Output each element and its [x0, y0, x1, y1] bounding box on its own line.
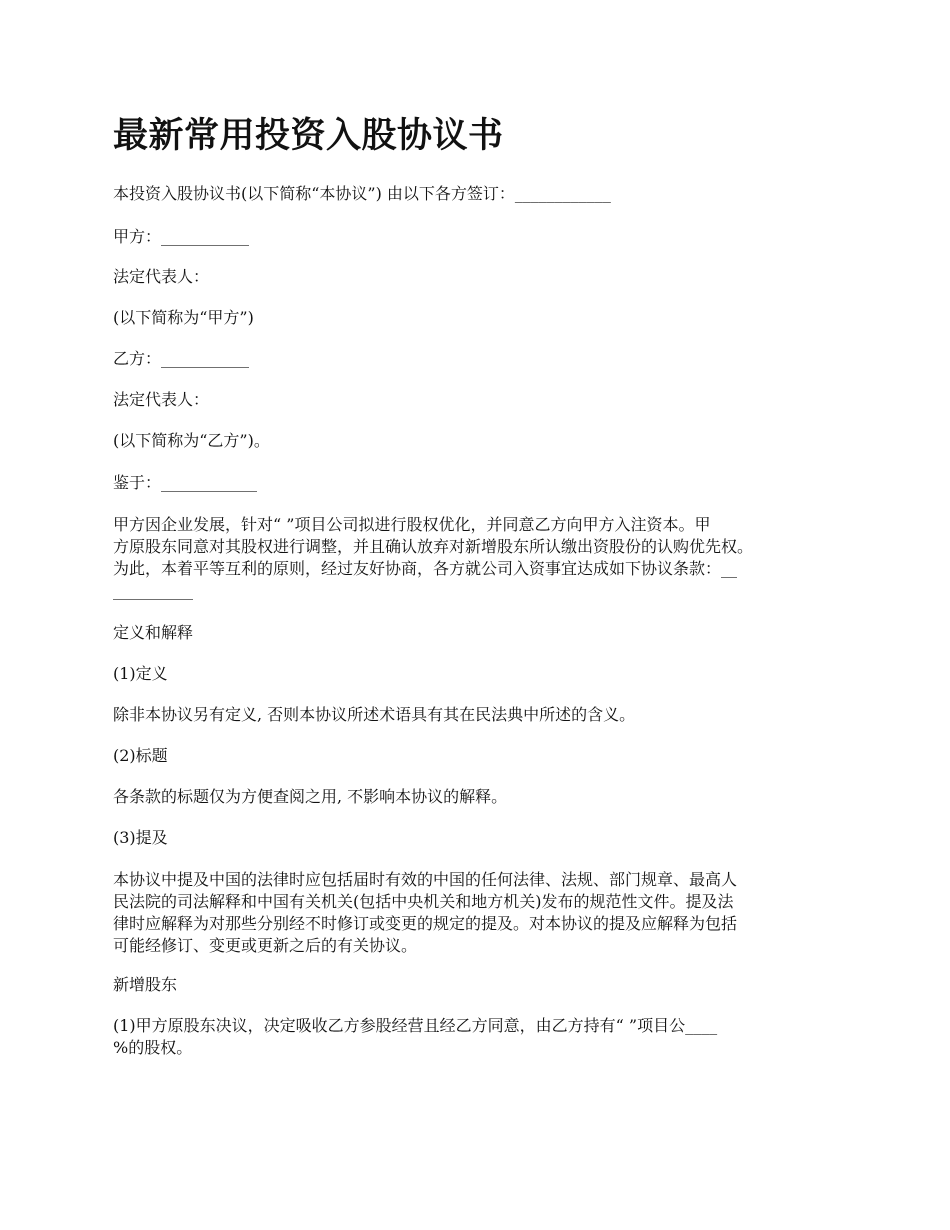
references-line: 可能经修订、变更或更新之后的有关协议。	[113, 936, 418, 955]
section-heading-new-shareholder: 新增股东	[113, 975, 178, 994]
background-line: 为此，本着平等互利的原则，经过友好协商，各方就公司入资事宜达成如下协议条款：__	[113, 559, 738, 578]
intro-paragraph: 本投资入股协议书(以下简称“本协议”) 由以下各方签订：____________	[113, 184, 611, 203]
party-b-alias: (以下简称为“乙方”)。	[113, 431, 270, 450]
references-paragraph	[113, 869, 843, 957]
background-line: 方原股东同意对其股权进行调整，并且确认放弃对新增股东所认缴出资股份的认购优先权。	[113, 537, 754, 556]
whereas-line: 鉴于：____________	[113, 473, 258, 492]
titles-text: 各条款的标题仅为方便查阅之用, 不影响本协议的解释。	[113, 787, 508, 806]
party-b-line: 乙方：___________	[113, 349, 250, 368]
document-title: 最新常用投资入股协议书	[113, 115, 504, 156]
clause-1-paragraph	[113, 1015, 843, 1059]
background-paragraph	[113, 514, 843, 602]
definition-text: 除非本协议另有定义, 否则本协议所述术语具有其在民法典中所述的含义。	[113, 705, 636, 724]
subheading-titles: (2)标题	[113, 746, 168, 765]
references-line: 民法院的司法解释和中国有关机关(包括中央机关和地方机关)发布的规范性文件。提及法	[113, 892, 734, 911]
party-b-representative: 法定代表人：	[113, 390, 210, 409]
clause-line: %的股权。	[113, 1038, 193, 1057]
party-a-alias: (以下简称为“甲方”)	[113, 308, 254, 327]
background-line: __________	[113, 581, 193, 600]
clause-line: (1)甲方原股东决议，决定吸收乙方参股经营且经乙方同意，由乙方持有“ ”项目公____	[113, 1016, 718, 1035]
background-line: 甲方因企业发展，针对“ ”项目公司拟进行股权优化，并同意乙方向甲方入注资本。甲	[113, 515, 711, 534]
section-heading-definitions: 定义和解释	[113, 623, 194, 642]
party-a-representative: 法定代表人：	[113, 267, 210, 286]
subheading-references: (3)提及	[113, 828, 168, 847]
references-line: 本协议中提及中国的法律时应包括届时有效的中国的任何法律、法规、部门规章、最高人	[113, 870, 738, 889]
party-a-line: 甲方：___________	[113, 227, 250, 246]
subheading-definition: (1)定义	[113, 664, 168, 683]
references-line: 律时应解释为对那些分别经不时修订或变更的规定的提及。对本协议的提及应解释为包括	[113, 914, 738, 933]
